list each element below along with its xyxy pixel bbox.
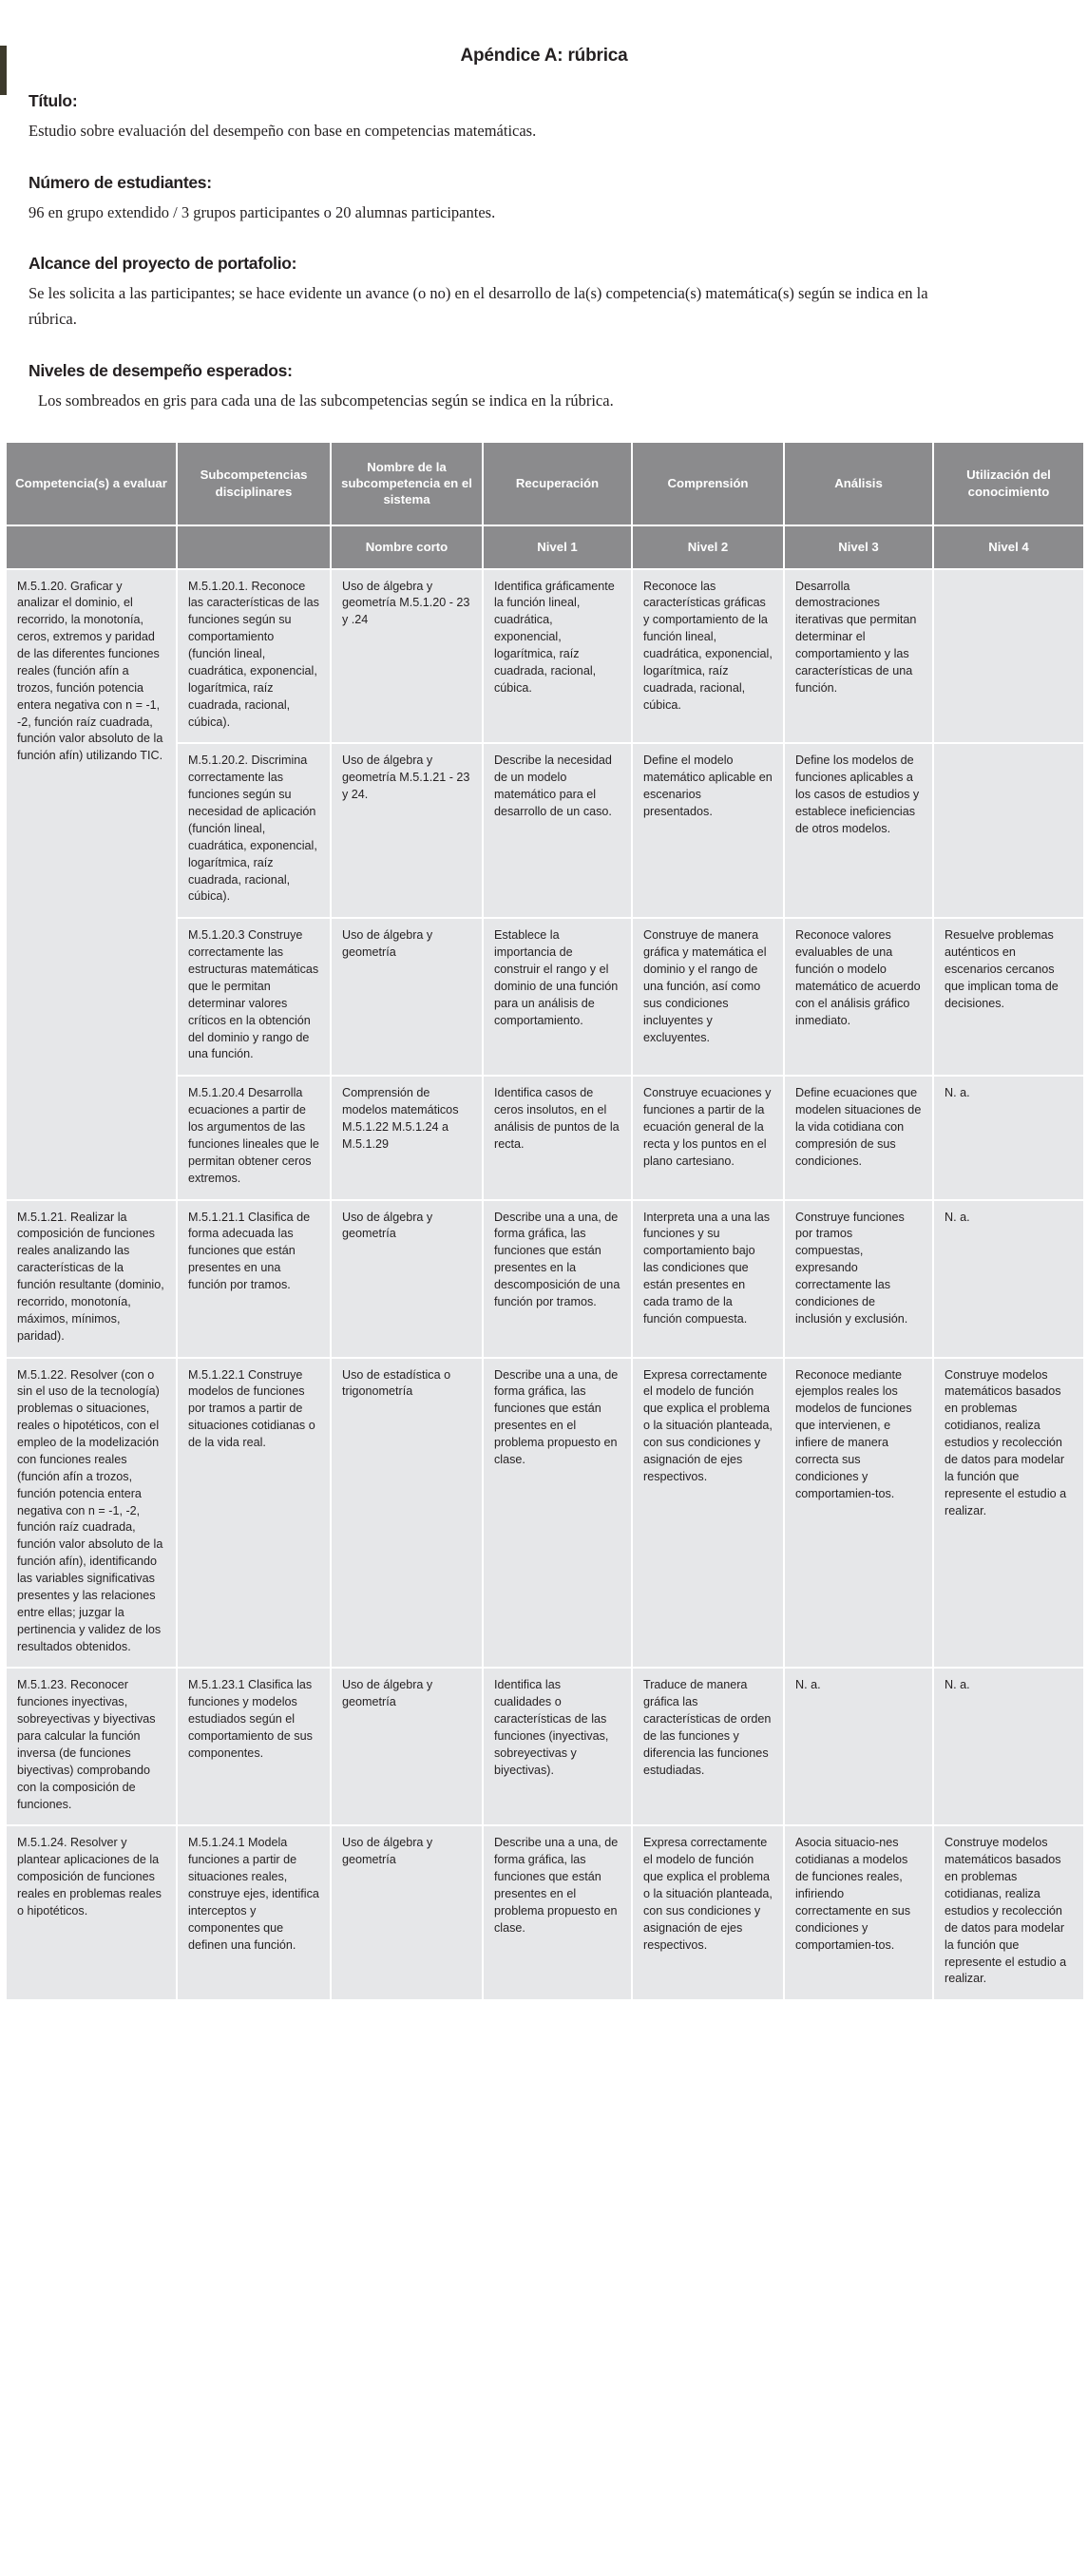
- cell-nivel-4: N. a.: [934, 1201, 1083, 1357]
- intro-sections: [0, 91, 1088, 414]
- cell-nivel-2: Construye ecuaciones y funciones a partir de la ecuación general de la recta y los puntos en el plano cartesiano.: [633, 1077, 783, 1198]
- cell-competencia: M.5.1.22. Resolver (con o sin el uso de la tecnología) problemas o situaciones, reales o hipotéticos, con el empleo de la modelización con funciones reales (función afín a trozos, función potencia entera negativa con n = -1, -2, función raíz cuadrada, función valor absoluto de la función afín), identificando las variables significativas presentes y las relaciones entre ellas; juzgar la pertinencia y validez de los resultados obtenidos.: [7, 1359, 176, 1668]
- cell-nivel-2: Reconoce las características gráficas y comportamiento de la función lineal, cuadrática, exponencial, logarítmica, raíz cuadrada, racional, cúbica.: [633, 570, 783, 743]
- page-title: Apéndice A: rúbrica: [460, 46, 628, 66]
- cell-nivel-4: [934, 570, 1083, 743]
- section-titulo: [29, 91, 1050, 144]
- cell-nivel-4: [934, 744, 1083, 917]
- rubric-table-wrapper: [0, 441, 1088, 2002]
- cell-nombre-corto: Comprensión de modelos matemáticos M.5.1.22 M.5.1.24 a M.5.1.29: [332, 1077, 482, 1198]
- cell-nivel-1: Describe una a una, de forma gráfica, las funciones que están presentes en la descomposición de una función por tramos.: [484, 1201, 631, 1357]
- th-level-blank-2: [178, 526, 330, 568]
- cell-subcompetencia: M.5.1.22.1 Construye modelos de funciones por tramos a partir de situaciones cotidianas o de la vida real.: [178, 1359, 330, 1668]
- cell-nivel-3: Define ecuaciones que modelen situaciones de la vida cotidiana con compresión de sus condiciones.: [785, 1077, 932, 1198]
- cell-nivel-3: Reconoce mediante ejemplos reales los modelos de funciones que intervienen, e infiere de manera correcta sus condiciones y comportamien-tos.: [785, 1359, 932, 1668]
- cell-nombre-corto: Uso de estadística o trigonometría: [332, 1359, 482, 1668]
- rubric-table: [5, 441, 1085, 2002]
- cell-nivel-1: Establece la importancia de construir el rango y el dominio de una función para un análisis de comportamiento.: [484, 919, 631, 1075]
- cell-nivel-1: Describe una a una, de forma gráfica, las funciones que están presentes en el problema propuesto en clase.: [484, 1826, 631, 1999]
- cell-subcompetencia: M.5.1.20.4 Desarrolla ecuaciones a partir de los argumentos de las funciones lineales que le permitan obtener ceros extremos.: [178, 1077, 330, 1198]
- cell-nivel-2: Expresa correctamente el modelo de función que explica el problema o la situación planteada, con sus condiciones y asignación de ejes respectivos.: [633, 1359, 783, 1668]
- th-analisis: Análisis: [785, 443, 932, 525]
- cell-competencia: M.5.1.23. Reconocer funciones inyectivas, sobreyectivas y biyectivas para calcular la función inversa (de funciones biyectivas) comprobando con la composición de funciones.: [7, 1669, 176, 1824]
- th-recuperacion: Recuperación: [484, 443, 631, 525]
- section-heading: Niveles de desempeño esperados:: [29, 360, 293, 380]
- left-edge-mark: [0, 46, 7, 95]
- th-competencias: Competencia(s) a evaluar: [7, 443, 176, 525]
- cell-nombre-corto: Uso de álgebra y geometría M.5.1.20 - 23 y .24: [332, 570, 482, 743]
- cell-nombre-corto: Uso de álgebra y geometría M.5.1.21 - 23 y 24.: [332, 744, 482, 917]
- cell-nivel-3: N. a.: [785, 1669, 932, 1824]
- cell-nombre-corto: Uso de álgebra y geometría: [332, 1826, 482, 1999]
- cell-nombre-corto: Uso de álgebra y geometría: [332, 919, 482, 1075]
- cell-nivel-1: Identifica casos de ceros insolutos, en el análisis de puntos de la recta.: [484, 1077, 631, 1198]
- section-alcance: [29, 254, 1050, 332]
- th-nivel-3: Nivel 3: [785, 526, 932, 568]
- cell-subcompetencia: M.5.1.21.1 Clasifica de forma adecuada las funciones que están presentes en una función por tramos.: [178, 1201, 330, 1357]
- cell-nivel-3: Asocia situacio-nes cotidianas a modelos de funciones reales, infiriendo correctamente en sus condiciones y comportamien-tos.: [785, 1826, 932, 1999]
- cell-competencia: M.5.1.20. Graficar y analizar el dominio, el recorrido, la monotonía, ceros, extremos y paridad de las diferentes funciones reales (función afín a trozos, función potencia entera negativa con n = -1, -2, función raíz cuadrada, función valor absoluto de la función afín) utilizando TIC.: [7, 570, 176, 1199]
- th-level-blank-1: [7, 526, 176, 568]
- table-header-row-levels: [7, 526, 1083, 568]
- cell-nivel-1: Identifica las cualidades o características de las funciones (inyectivas, sobreyectivas y biyectivas).: [484, 1669, 631, 1824]
- section-heading: Título:: [29, 91, 78, 110]
- cell-nivel-3: Reconoce valores evaluables de una función o modelo matemático de acuerdo con el análisis gráfico inmediato.: [785, 919, 932, 1075]
- table-row: [7, 1201, 1083, 1357]
- cell-subcompetencia: M.5.1.23.1 Clasifica las funciones y modelos estudiados según el comportamiento de sus componentes.: [178, 1669, 330, 1824]
- cell-subcompetencia: M.5.1.24.1 Modela funciones a partir de situaciones reales, construye ejes, identifica interceptos y componentes que definen una función.: [178, 1826, 330, 1999]
- section-heading: Alcance del proyecto de portafolio:: [29, 254, 297, 274]
- th-utilizacion-conocimiento: Utilización del conocimiento: [934, 443, 1083, 525]
- cell-subcompetencia: M.5.1.20.2. Discrimina correctamente las funciones según su necesidad de aplicación (función lineal, cuadrática, exponencial, logarítmica, raíz cuadrada, racional, cúbica).: [178, 744, 330, 917]
- table-row: [7, 570, 1083, 743]
- cell-nivel-4: N. a.: [934, 1077, 1083, 1198]
- cell-nivel-2: Construye de manera gráfica y matemática el dominio y el rango de una función, así como sus condiciones incluyentes y excluyentes.: [633, 919, 783, 1075]
- section-niveles: [29, 361, 1050, 414]
- cell-nivel-3: Construye funciones por tramos compuestas, expresando correctamente las condiciones de inclusión y exclusión.: [785, 1201, 932, 1357]
- cell-nivel-1: Identifica gráficamente la función lineal, cuadrática, exponencial, logarítmica, raíz cuadrada, racional, cúbica.: [484, 570, 631, 743]
- table-row: [7, 1669, 1083, 1824]
- section-numero-estudiantes: [29, 173, 1050, 226]
- cell-subcompetencia: M.5.1.20.1. Reconoce las características de las funciones según su comportamiento (función lineal, cuadrática, exponencial, logarítmica, raíz cuadrada, racional, cúbica).: [178, 570, 330, 743]
- cell-nivel-4: Construye modelos matemáticos basados en problemas cotidianas, realiza estudios y recolección de datos para modelar la función que represente el estudio a realizar.: [934, 1826, 1083, 1999]
- cell-nombre-corto: Uso de álgebra y geometría: [332, 1201, 482, 1357]
- table-header-row-primary: [7, 443, 1083, 525]
- cell-competencia: M.5.1.24. Resolver y plantear aplicaciones de la composición de funciones reales en problemas reales o hipotéticos.: [7, 1826, 176, 1999]
- cell-nivel-3: Desarrolla demostraciones iterativas que permitan determinar el comportamiento y las características de una función.: [785, 570, 932, 743]
- section-body: Estudio sobre evaluación del desempeño con base en competencias matemáticas.: [29, 122, 537, 140]
- th-nivel-2: Nivel 2: [633, 526, 783, 568]
- table-row: [7, 1359, 1083, 1668]
- section-body: 96 en grupo extendido / 3 grupos participantes o 20 alumnas participantes.: [29, 202, 496, 221]
- th-nombre-corto: Nombre corto: [332, 526, 482, 568]
- section-heading: Número de estudiantes:: [29, 172, 212, 192]
- th-nombre-subcompetencia: Nombre de la subcompetencia en el sistema: [332, 443, 482, 525]
- cell-nivel-2: Expresa correctamente el modelo de función que explica el problema o la situación planteada, con sus condiciones y asignación de ejes respectivos.: [633, 1826, 783, 1999]
- cell-nivel-4: Construye modelos matemáticos basados en problemas cotidianos, realiza estudios y recolección de datos para modelar la función que represente el estudio a realizar.: [934, 1359, 1083, 1668]
- cell-nivel-4: Resuelve problemas auténticos en escenarios cercanos que implican toma de decisiones.: [934, 919, 1083, 1075]
- cell-nombre-corto: Uso de álgebra y geometría: [332, 1669, 482, 1824]
- th-subcompetencias: Subcompetencias disciplinares: [178, 443, 330, 525]
- table-body: [7, 570, 1083, 2000]
- cell-nivel-1: Describe la necesidad de un modelo matemático para el desarrollo de un caso.: [484, 744, 631, 917]
- cell-nivel-1: Describe una a una, de forma gráfica, las funciones que están presentes en el problema propuesto en clase.: [484, 1359, 631, 1668]
- section-body: Se les solicita a las participantes; se hace evidente un avance (o no) en el desarrollo de la(s) competencia(s) matemática(s) según se indica en la rúbrica.: [29, 284, 928, 329]
- th-comprension: Comprensión: [633, 443, 783, 525]
- th-nivel-4: Nivel 4: [934, 526, 1083, 568]
- cell-subcompetencia: M.5.1.20.3 Construye correctamente las estructuras matemáticas que le permitan determinar valores críticos en la obtención del dominio y rango de una función.: [178, 919, 330, 1075]
- table-head: [7, 443, 1083, 568]
- section-body: Los sombreados en gris para cada una de las subcompetencias según se indica en la rúbrica.: [38, 391, 614, 410]
- cell-nivel-3: Define los modelos de funciones aplicables a los casos de estudios y establece ineficiencias de otros modelos.: [785, 744, 932, 917]
- th-nivel-1: Nivel 1: [484, 526, 631, 568]
- cell-nivel-2: Define el modelo matemático aplicable en escenarios presentados.: [633, 744, 783, 917]
- cell-nivel-2: Traduce de manera gráfica las características de orden de las funciones y diferencia las funciones estudiadas.: [633, 1669, 783, 1824]
- cell-competencia: M.5.1.21. Realizar la composición de funciones reales analizando las características de la función resultante (dominio, recorrido, monotonía, máximos, mínimos, paridad).: [7, 1201, 176, 1357]
- table-row: [7, 1826, 1083, 1999]
- cell-nivel-2: Interpreta una a una las funciones y su comportamiento bajo las condiciones que están presentes en cada tramo de la función compuesta.: [633, 1201, 783, 1357]
- cell-nivel-4: N. a.: [934, 1669, 1083, 1824]
